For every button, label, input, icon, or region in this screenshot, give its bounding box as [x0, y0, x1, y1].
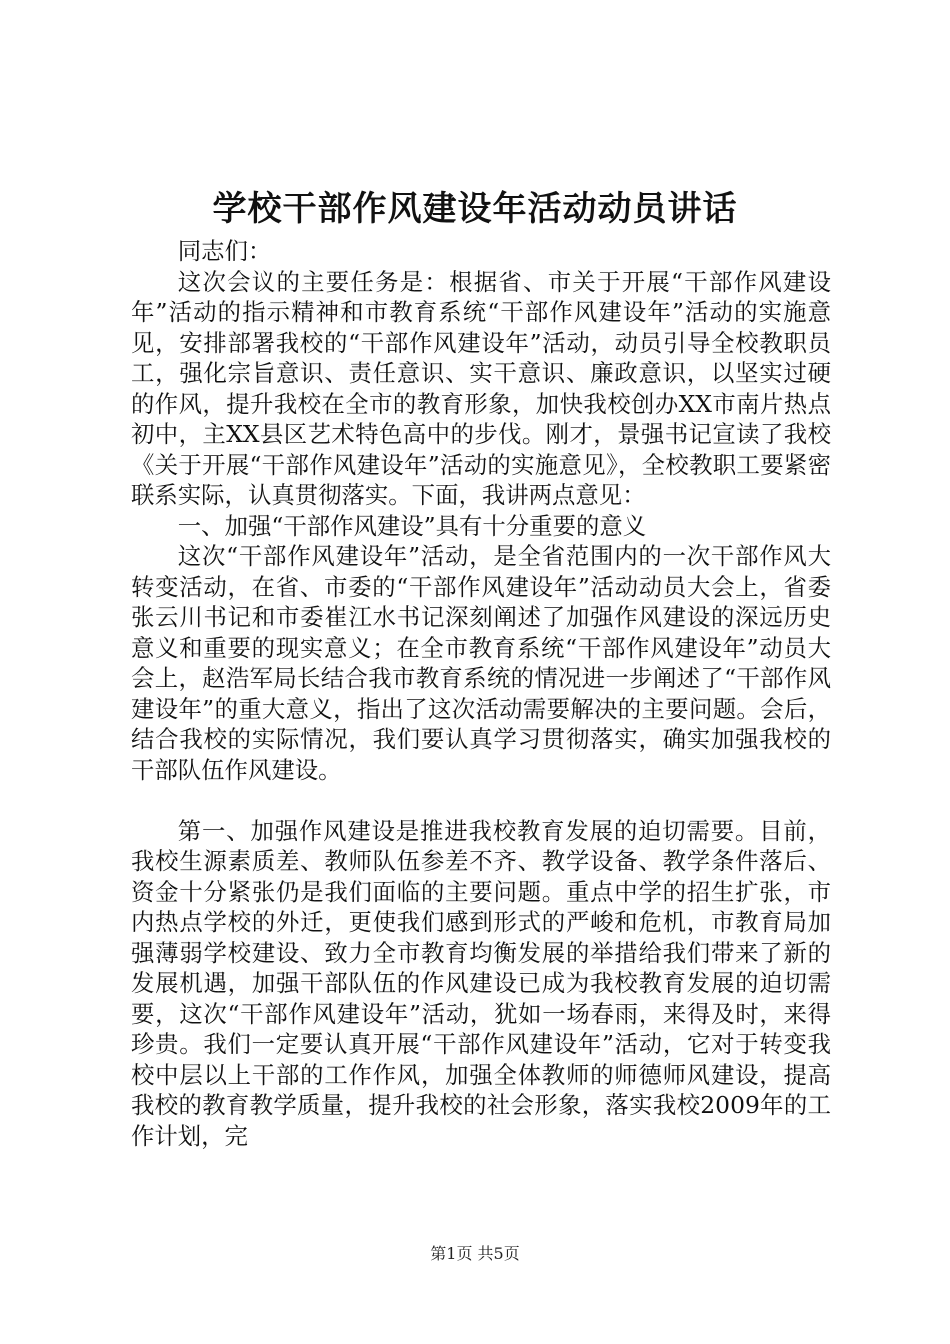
section-heading: 一、加强“干部作风建设”具有十分重要的意义	[177, 511, 647, 540]
salutation-paragraph: 同志们：	[177, 237, 272, 265]
body-paragraph: 第一、加强作风建设是推进我校教育发展的迫切需要。目前，我校生源素质差、教师队伍参差不齐、教学设备、教学条件落后、资金十分紧张仍是我们面临的主要问题。重点中学的招生扩张，市内热点学校的外迁，更使我们感到形式的严峻和危机，市教育局加强薄弱学校建设、致力全市教育均衡发展的举措给我们带来了新的发展机遇，加强干部队伍的作风建设已成为我校教育发展的迫切需要，这次“干部作风建设年”活动，犹如一场春雨，来得及时，来得珍贵。我们一定要认真开展“干部作风建设年”活动，它对于转变我校中层以上干部的工作作风，加强全体教师的师德师风建设，提高我校的教育教学质量，提升我校的社会形象，落实我校2009年的工作计划，完	[131, 816, 831, 1150]
intro-paragraph: 这次会议的主要任务是：根据省、市关于开展“干部作风建设年”活动的指示精神和市教育系统“干部作风建设年”活动的实施意见，安排部署我校的“干部作风建设年”活动，动员引导全校教职员工，强化宗旨意识、责任意识、实干意识、廉政意识，以坚实过硬的作风，提升我校在全市的教育形象，加快我校创办XX市南片热点初中，主XX县区艺术特色高中的步伐。刚才，景强书记宣读了我校《关于开展“干部作风建设年”活动的实施意见》，全校教职工要紧密联系实际，认真贯彻落实。下面，我讲两点意见：	[131, 267, 831, 509]
document-title: 学校干部作风建设年活动动员讲话	[212, 189, 738, 229]
page-footer: 第1页 共5页	[430, 1244, 520, 1263]
body-paragraph: 这次“干部作风建设年”活动，是全省范围内的一次干部作风大转变活动，在省、市委的“干部作风建设年”活动动员大会上，省委张云川书记和市委崔江水书记深刻阐述了加强作风建设的深远历史意义和重要的现实意义；在全市教育系统“干部作风建设年”动员大会上，赵浩军局长结合我市教育系统的情况进一步阐述了“干部作风建设年”的重大意义，指出了这次活动需要解决的主要问题。会后，结合我校的实际情况，我们要认真学习贯彻落实，确实加强我校的干部队伍作风建设。	[131, 542, 831, 784]
document-body	[131, 236, 831, 1151]
